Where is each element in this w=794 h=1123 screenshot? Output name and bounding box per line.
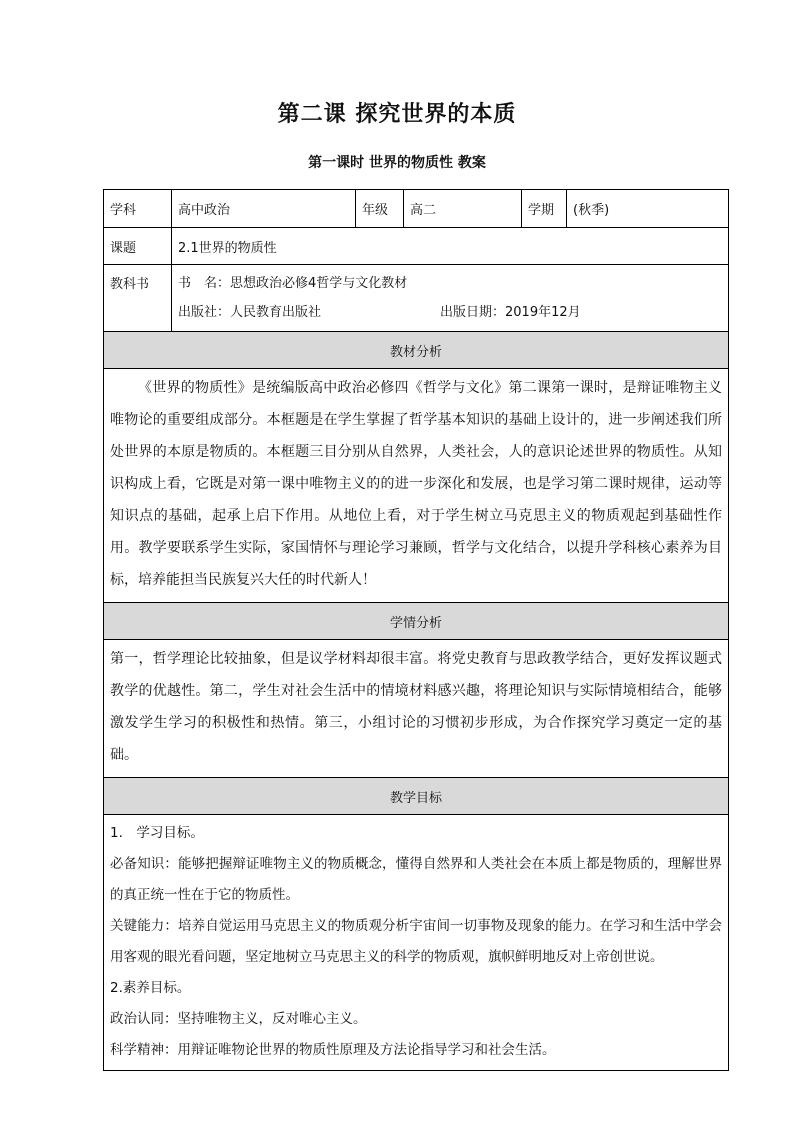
- textbook-row: [104, 265, 729, 332]
- topic-label: 课题: [104, 228, 172, 265]
- material-analysis-heading: 教材分析: [104, 332, 729, 369]
- info-row: [104, 190, 729, 228]
- publish-date: 出版日期：2019年12月: [440, 305, 581, 320]
- goal-line: 政治认同：坚持唯物主义，反对唯心主义。: [110, 1011, 367, 1027]
- goal-line: 科学精神：用辩证唯物论世界的物质性原理及方法论指导学习和社会生活。: [110, 1042, 556, 1058]
- material-analysis-row: [104, 369, 729, 603]
- grade-label: 年级: [356, 190, 404, 228]
- page-subtitle: 第一课时 世界的物质性 教案: [308, 155, 486, 171]
- teaching-goals-content: [104, 815, 729, 1071]
- topic-row: [104, 228, 729, 265]
- textbook-label: 教科书: [104, 265, 172, 332]
- goal-line: 关键能力：培养自觉运用马克思主义的物质观分析宇宙间一切事物及现象的能力。在学习和生活中学会用客观的眼光看问题，坚定地树立马克思主义的科学的物质观，旗帜鲜明地反对上帝创世说。: [110, 918, 722, 965]
- goal-line: 必备知识：能够把握辩证唯物主义的物质概念，懂得自然界和人类社会在本质上都是物质的，理解世界的真正统一性在于它的物质性。: [110, 856, 722, 903]
- student-analysis-row: [104, 640, 729, 778]
- page-title: 第二课 探究世界的本质: [277, 102, 517, 127]
- term-label: 学期: [522, 190, 567, 228]
- teaching-goals-heading: 教学目标: [104, 778, 729, 815]
- subject-label: 学科: [104, 190, 172, 228]
- goal-line: 1. 学习目标。: [110, 825, 204, 841]
- teaching-goals-row: [104, 815, 729, 1071]
- grade-value: 高二: [404, 190, 522, 228]
- book-name: 书 名：思想政治必修4哲学与文化教材: [178, 276, 408, 291]
- term-value: (秋季): [567, 190, 729, 228]
- student-analysis-text: 第一，哲学理论比较抽象，但是议学材料却很丰富。将党史教育与思政教学结合，更好发挥议题式教学的优越性。第二，学生对社会生活中的情境材料感兴趣，将理论知识与实际情境相结合，能够激发学生学习的积极性和热情。第三，小组讨论的习惯初步形成，为合作探究学习奠定一定的基础。: [104, 640, 729, 778]
- student-analysis-heading-row: [104, 603, 729, 640]
- textbook-info: [172, 265, 729, 332]
- student-analysis-heading: 学情分析: [104, 603, 729, 640]
- material-analysis-text: 《世界的物质性》是统编版高中政治必修四《哲学与文化》第二课第一课时，是辩证唯物主义唯物论的重要组成部分。本框题是在学生掌握了哲学基本知识的基础上设计的，进一步阐述我们所处世界的本原是物质的。本框题三目分别从自然界，人类社会，人的意识论述世界的物质性。从知识构成上看，它既是对第一课中唯物主义的的进一步深化和发展，也是学习第二课时规律，运动等知识点的基础，起承上启下作用。从地位上看，对于学生树立马克思主义的物质观起到基础性作用。教学要联系学生实际，家国情怀与理论学习兼顾，哲学与文化结合，以提升学科核心素养为目标，培养能担当民族复兴大任的时代新人！: [104, 369, 729, 603]
- subject-value: 高中政治: [172, 190, 356, 228]
- teaching-goals-heading-row: [104, 778, 729, 815]
- material-analysis-heading-row: [104, 332, 729, 369]
- topic-value: 2.1世界的物质性: [172, 228, 729, 265]
- goal-line: 2.素养目标。: [110, 980, 191, 996]
- lesson-plan-table: [103, 189, 729, 1071]
- publisher: 出版社：人民教育出版社: [178, 305, 322, 320]
